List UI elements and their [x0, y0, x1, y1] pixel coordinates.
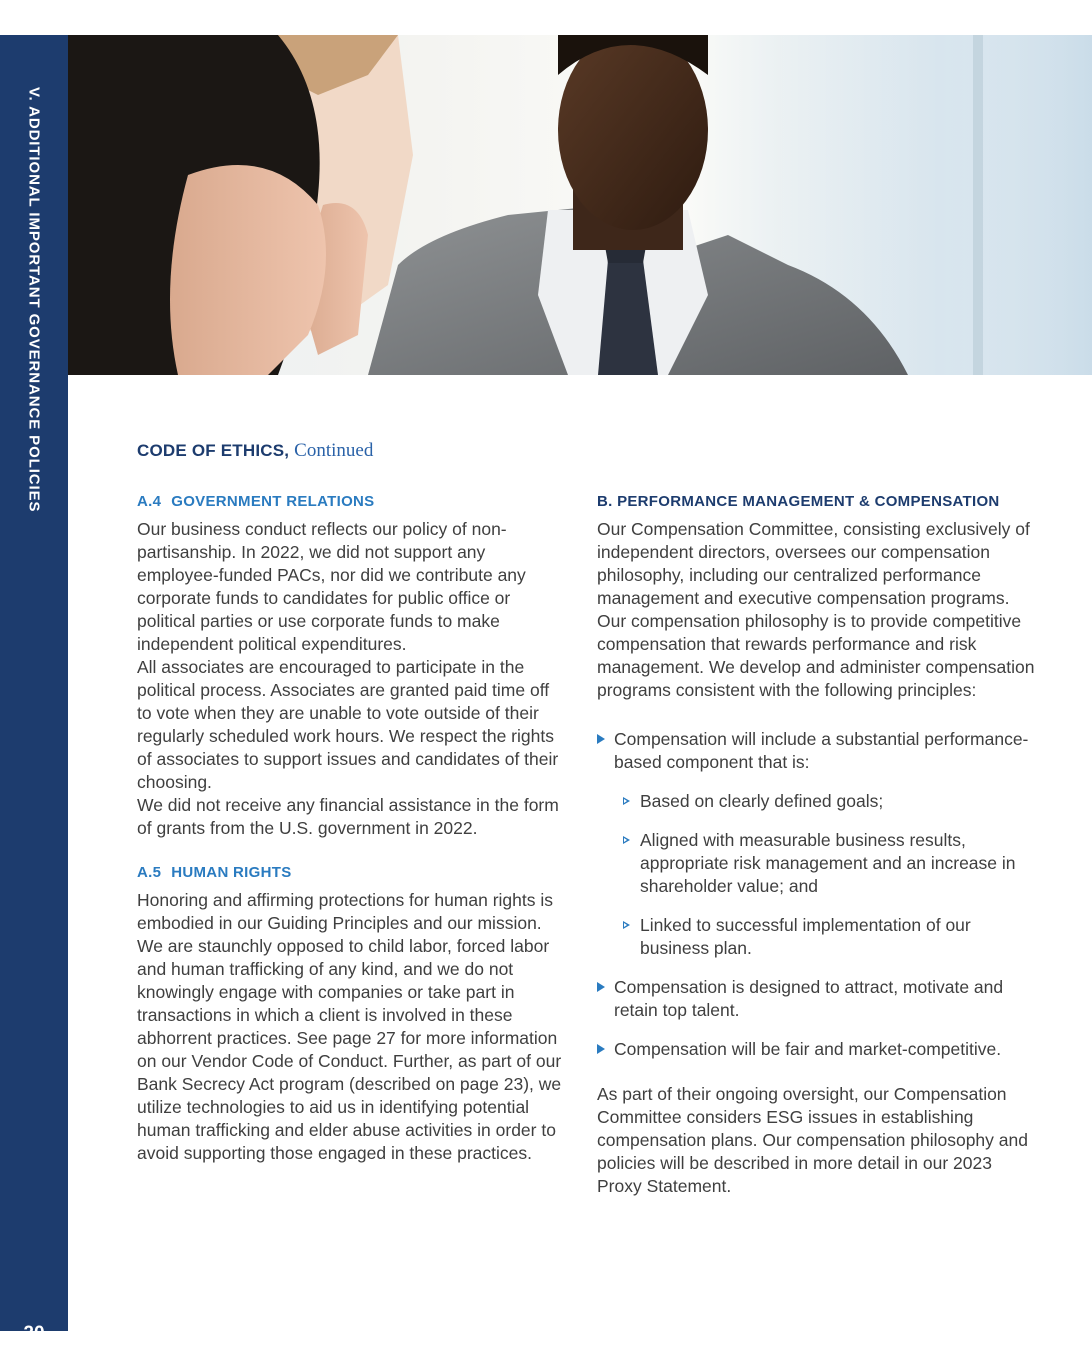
section-title: V. ADDITIONAL IMPORTANT GOVERNANCE POLICIES	[25, 87, 43, 513]
page-number: 20	[23, 1323, 45, 1344]
list-item	[597, 728, 1037, 960]
heading-title: CODE OF ETHICS,	[137, 441, 290, 460]
right-column	[597, 492, 1037, 1198]
b-closing-paragraph: As part of their ongoing oversight, our Compensation Committee considers ESG issues in establishing compensation plans. Our compensation philosophy and policies will be described in more detail in our 2023 Proxy Statement.	[597, 1084, 1028, 1196]
list-item	[623, 829, 1037, 898]
sub-bullet-text: Based on clearly defined goals;	[640, 791, 884, 811]
sidebar-band	[0, 35, 68, 1344]
section-a5-title: HUMAN RIGHTS	[171, 864, 292, 881]
section-a5-heading	[137, 863, 567, 883]
triangle-bullet-icon	[597, 982, 605, 992]
a4-paragraph: We did not receive any financial assistance in the form of grants from the U.S. government in 2022.	[137, 795, 559, 838]
bullet-text: Compensation is designed to attract, motivate and retain top talent.	[614, 977, 1004, 1020]
sub-bullet-text: Linked to successful implementation of our business plan.	[640, 915, 971, 958]
triangle-outline-bullet-icon	[623, 836, 630, 844]
list-item	[597, 1038, 1037, 1061]
a4-paragraph: Our business conduct reflects our policy of non-partisanship. In 2022, we did not support any employee-funded PACs, nor did we contribute any corporate funds to candidates for public office or political parties or use corporate funds to make independent political expenditures.	[137, 519, 526, 654]
left-column	[137, 492, 567, 1165]
principles-list	[597, 728, 1037, 1061]
list-item	[623, 914, 1037, 960]
bullet-text: Compensation will be fair and market-competitive.	[614, 1039, 1002, 1059]
section-a4-title: GOVERNMENT RELATIONS	[171, 493, 375, 510]
bullet-text: Compensation will include a substantial performance-based component that is:	[614, 729, 1029, 772]
section-a4-heading	[137, 492, 567, 512]
triangle-bullet-icon	[597, 734, 605, 744]
a4-paragraph: All associates are encouraged to participate in the political process. Associates are granted paid time off to vote when they are unable to vote outside of their regularly scheduled work hours. We respect the rights of associates to support issues and candidates of their choosing.	[137, 657, 559, 792]
triangle-bullet-icon	[597, 1044, 605, 1054]
a5-paragraph: Honoring and affirming protections for human rights is embodied in our Guiding Principles and our mission. We are staunchly opposed to child labor, forced labor and human trafficking of any kind, and we do not knowingly engage with companies or take part in transactions in which a client is involved in these abhorrent practices. See page 27 for more information on our Vendor Code of Conduct. Further, as part of our Bank Secrecy Act program (described on page 23), we utilize technologies to aid us in identifying potential human trafficking and elder abuse activities in order to avoid supporting those engaged in these practices.	[137, 890, 562, 1163]
section-a5-number: A.5	[137, 864, 162, 881]
list-item	[597, 976, 1037, 1022]
sub-bullet-text: Aligned with measurable business results, appropriate risk management and an increase in shareholder value; and	[640, 830, 1016, 896]
performance-sublist	[623, 790, 1037, 960]
business-meeting-photo	[68, 35, 1092, 375]
triangle-outline-bullet-icon	[623, 797, 630, 805]
b-intro-paragraph: Our Compensation Committee, consisting exclusively of independent directors, oversees our compensation philosophy, including our centralized performance management and executive compensation programs. Our compensation philosophy is to provide competitive compensation that rewards performance and risk management. We develop and administer compensation programs consistent with the following principles:	[597, 519, 1035, 700]
triangle-outline-bullet-icon	[623, 921, 630, 929]
heading-continued: Continued	[294, 440, 374, 461]
photo-illustration	[68, 35, 1092, 375]
page-heading	[137, 440, 373, 462]
list-item	[623, 790, 1037, 813]
section-a4-number: A.4	[137, 493, 162, 510]
section-b-heading: B. PERFORMANCE MANAGEMENT & COMPENSATION	[597, 493, 1000, 510]
